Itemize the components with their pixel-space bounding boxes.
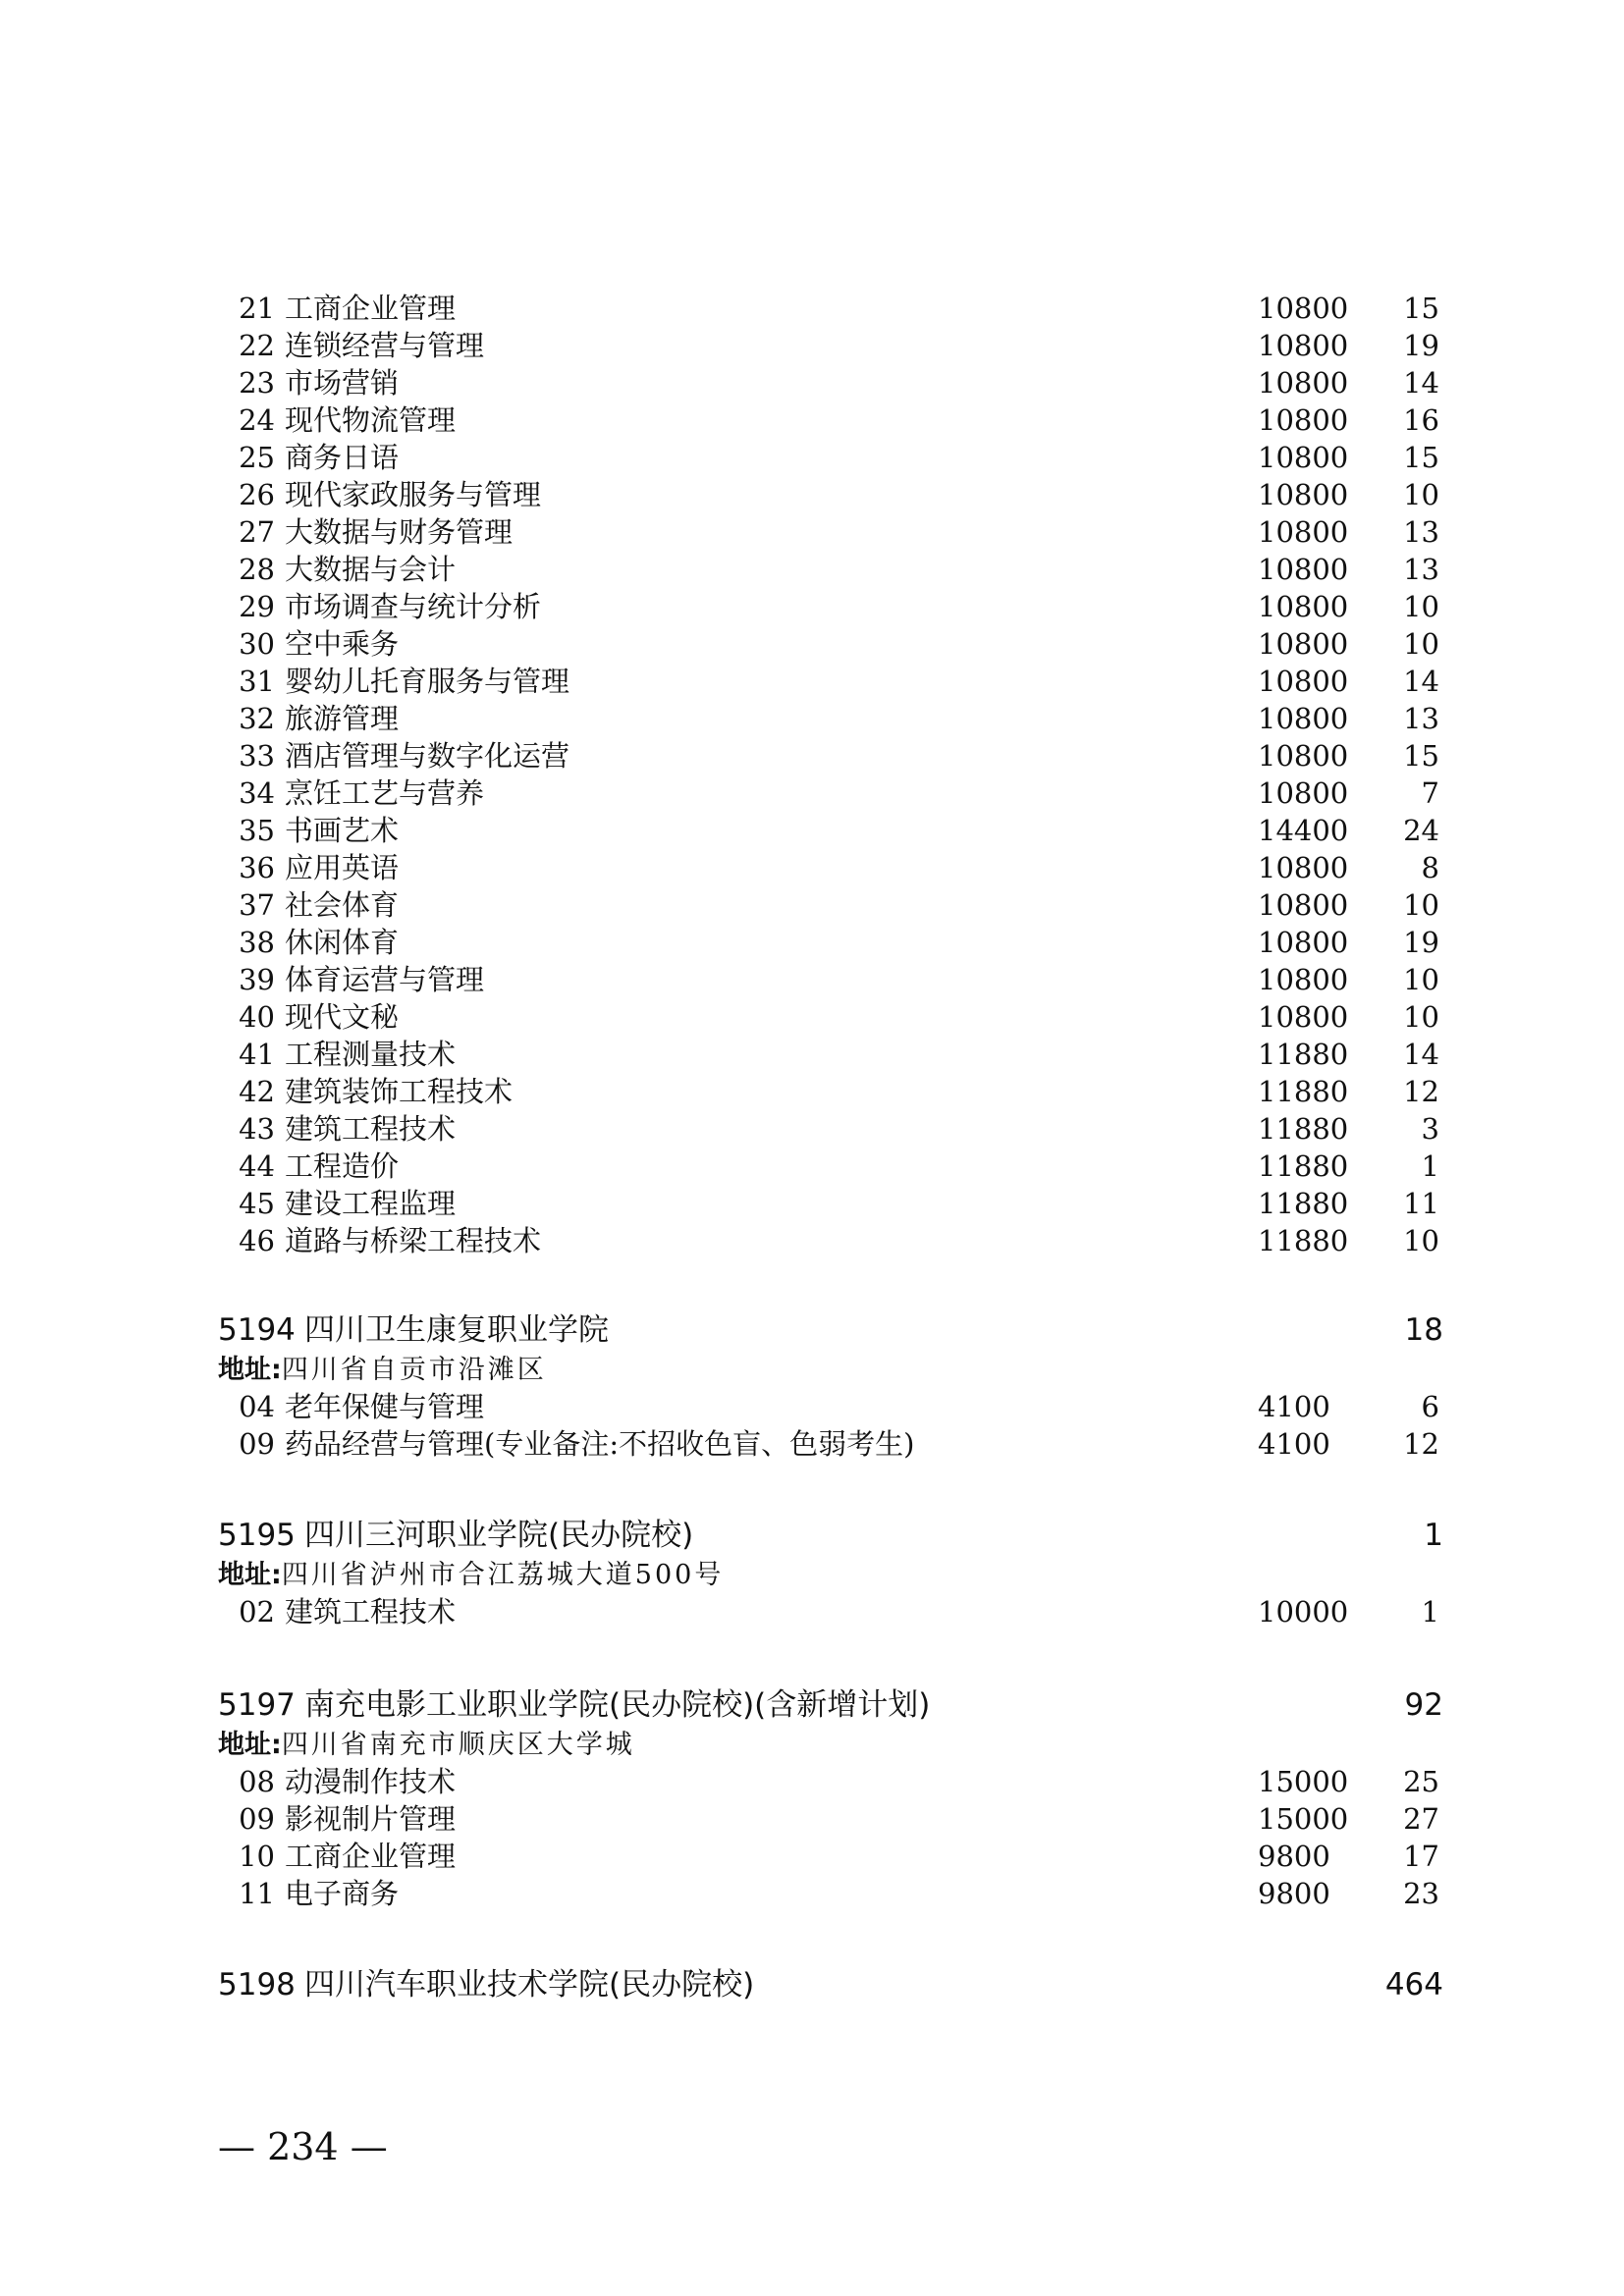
- school-total: 1: [1424, 1518, 1443, 1553]
- major-fee: 10000: [1258, 1595, 1349, 1629]
- major-fee: 11880: [1258, 1149, 1349, 1183]
- major-code: 28: [239, 553, 275, 586]
- major-count: 15: [1403, 739, 1439, 773]
- major-fee: 10800: [1258, 403, 1349, 437]
- major-row: [224, 401, 1439, 439]
- major-count: 17: [1403, 1840, 1439, 1873]
- major-row: [224, 625, 1439, 663]
- major-count: 8: [1421, 851, 1439, 884]
- major-fee: 10800: [1258, 963, 1349, 996]
- major-count: 14: [1403, 1038, 1439, 1071]
- major-row: [224, 1073, 1439, 1110]
- address-label: 地址:: [218, 1560, 282, 1590]
- major-row: [224, 1222, 1439, 1259]
- major-name: 现代家政服务与管理: [285, 478, 542, 511]
- major-row: [224, 476, 1439, 513]
- major-count: 13: [1403, 553, 1439, 586]
- major-fee: 10800: [1258, 553, 1349, 586]
- address-label: 地址:: [218, 1730, 282, 1760]
- major-fee: 10800: [1258, 590, 1349, 623]
- school-header: [218, 1308, 1443, 1352]
- school-address: [218, 1728, 635, 1763]
- major-name: 应用英语: [285, 851, 400, 884]
- major-name: 旅游管理: [285, 702, 400, 735]
- major-code: 39: [239, 963, 275, 996]
- major-name: 连锁经营与管理: [285, 329, 485, 362]
- major-count: 12: [1403, 1427, 1439, 1461]
- major-code: 22: [239, 329, 275, 362]
- major-code: 30: [239, 627, 275, 661]
- major-code: 45: [239, 1187, 275, 1220]
- major-fee: 11880: [1258, 1075, 1349, 1108]
- major-name: 市场调查与统计分析: [285, 590, 542, 623]
- major-row: [224, 1110, 1439, 1148]
- major-count: 3: [1421, 1112, 1439, 1146]
- major-name: 道路与桥梁工程技术: [285, 1224, 542, 1257]
- major-name: 工商企业管理: [285, 292, 457, 325]
- major-row: [224, 737, 1439, 774]
- major-name: 工程测量技术: [285, 1038, 457, 1071]
- major-count: 16: [1403, 403, 1439, 437]
- major-code: 02: [239, 1595, 275, 1629]
- major-code: 35: [239, 814, 275, 847]
- major-name: 药品经营与管理(专业备注:不招收色盲、色弱考生): [285, 1427, 915, 1461]
- major-count: 13: [1403, 515, 1439, 549]
- major-code: 29: [239, 590, 275, 623]
- school-total: 92: [1404, 1687, 1443, 1723]
- major-count: 19: [1403, 329, 1439, 362]
- school-header: [218, 1963, 1443, 2006]
- major-code: 10: [239, 1840, 275, 1873]
- major-count: 23: [1403, 1877, 1439, 1910]
- major-code: 38: [239, 926, 275, 959]
- major-count: 12: [1403, 1075, 1439, 1108]
- major-row: [224, 700, 1439, 737]
- major-count: 1: [1421, 1149, 1439, 1183]
- major-count: 24: [1403, 814, 1439, 847]
- major-fee: 10800: [1258, 776, 1349, 810]
- major-code: 21: [239, 292, 275, 325]
- major-fee: 10800: [1258, 665, 1349, 698]
- major-fee: 10800: [1258, 292, 1349, 325]
- major-fee: 10800: [1258, 702, 1349, 735]
- address-text: 四川省自贡市沿滩区: [281, 1355, 547, 1385]
- major-fee: 4100: [1258, 1390, 1330, 1423]
- school-code: 5198: [218, 1967, 296, 2002]
- major-name: 现代物流管理: [285, 403, 457, 437]
- major-code: 40: [239, 1000, 275, 1034]
- major-fee: 10800: [1258, 441, 1349, 474]
- major-fee: 10800: [1258, 1000, 1349, 1034]
- major-code: 46: [239, 1224, 275, 1257]
- major-count: 10: [1403, 590, 1439, 623]
- school-code: 5194: [218, 1312, 296, 1348]
- address-label: 地址:: [218, 1355, 282, 1385]
- major-count: 10: [1403, 1224, 1439, 1257]
- school-address: [218, 1353, 547, 1388]
- major-row: [224, 1875, 1439, 1912]
- school-total: 18: [1404, 1312, 1443, 1348]
- major-row: [224, 1148, 1439, 1185]
- school-name: 四川三河职业学院(民办院校): [304, 1518, 694, 1553]
- major-row: [224, 1036, 1439, 1073]
- major-count: 27: [1403, 1802, 1439, 1836]
- major-code: 44: [239, 1149, 275, 1183]
- major-fee: 15000: [1258, 1765, 1349, 1798]
- major-name: 建筑工程技术: [285, 1112, 457, 1146]
- major-code: 08: [239, 1765, 275, 1798]
- school-code: 5197: [218, 1687, 296, 1723]
- major-code: 27: [239, 515, 275, 549]
- major-name: 现代文秘: [285, 1000, 400, 1034]
- major-count: 10: [1403, 963, 1439, 996]
- school-address: [218, 1558, 724, 1593]
- major-count: 7: [1421, 776, 1439, 810]
- major-count: 14: [1403, 366, 1439, 400]
- major-row: [224, 327, 1439, 364]
- major-name: 空中乘务: [285, 627, 400, 661]
- major-row: [224, 1800, 1439, 1838]
- school-header: [218, 1683, 1443, 1727]
- major-fee: 10800: [1258, 926, 1349, 959]
- major-row: [224, 849, 1439, 886]
- major-fee: 11880: [1258, 1112, 1349, 1146]
- major-count: 14: [1403, 665, 1439, 698]
- major-name: 建筑工程技术: [285, 1595, 457, 1629]
- major-row: [224, 1185, 1439, 1222]
- major-count: 25: [1403, 1765, 1439, 1798]
- major-fee: 11880: [1258, 1038, 1349, 1071]
- major-row: [224, 290, 1439, 327]
- major-fee: 14400: [1258, 814, 1349, 847]
- major-name: 社会体育: [285, 888, 400, 922]
- major-row: [224, 1388, 1439, 1425]
- major-count: 1: [1421, 1595, 1439, 1629]
- major-row: [224, 1763, 1439, 1800]
- major-row: [224, 1838, 1439, 1875]
- major-name: 商务日语: [285, 441, 400, 474]
- major-row: [224, 886, 1439, 924]
- major-fee: 10800: [1258, 329, 1349, 362]
- major-row: [224, 924, 1439, 961]
- major-row: [224, 551, 1439, 588]
- major-count: 15: [1403, 441, 1439, 474]
- major-count: 13: [1403, 702, 1439, 735]
- major-name: 工程造价: [285, 1149, 400, 1183]
- major-row: [224, 812, 1439, 849]
- major-code: 34: [239, 776, 275, 810]
- major-count: 10: [1403, 888, 1439, 922]
- major-code: 26: [239, 478, 275, 511]
- major-row: [224, 439, 1439, 476]
- major-row: [224, 1425, 1439, 1463]
- school-code: 5195: [218, 1518, 296, 1553]
- major-name: 市场营销: [285, 366, 400, 400]
- major-code: 41: [239, 1038, 275, 1071]
- major-name: 影视制片管理: [285, 1802, 457, 1836]
- major-code: 11: [239, 1877, 275, 1910]
- major-name: 老年保健与管理: [285, 1390, 485, 1423]
- school-name: 南充电影工业职业学院(民办院校)(含新增计划): [304, 1687, 931, 1723]
- major-code: 37: [239, 888, 275, 922]
- major-count: 10: [1403, 627, 1439, 661]
- major-fee: 11880: [1258, 1224, 1349, 1257]
- major-fee: 10800: [1258, 366, 1349, 400]
- major-fee: 10800: [1258, 627, 1349, 661]
- major-row: [224, 961, 1439, 998]
- major-name: 电子商务: [285, 1877, 400, 1910]
- major-row: [224, 513, 1439, 551]
- major-code: 42: [239, 1075, 275, 1108]
- school-name: 四川汽车职业技术学院(民办院校): [304, 1967, 755, 2002]
- major-name: 建筑装饰工程技术: [285, 1075, 514, 1108]
- major-name: 建设工程监理: [285, 1187, 457, 1220]
- major-code: 43: [239, 1112, 275, 1146]
- major-count: 19: [1403, 926, 1439, 959]
- major-name: 烹饪工艺与营养: [285, 776, 485, 810]
- major-name: 酒店管理与数字化运营: [285, 739, 570, 773]
- address-text: 四川省南充市顺庆区大学城: [281, 1730, 635, 1760]
- major-row: [224, 774, 1439, 812]
- school-header: [218, 1514, 1443, 1557]
- major-name: 婴幼儿托育服务与管理: [285, 665, 570, 698]
- major-name: 休闲体育: [285, 926, 400, 959]
- major-code: 23: [239, 366, 275, 400]
- major-name: 大数据与财务管理: [285, 515, 514, 549]
- major-fee: 15000: [1258, 1802, 1349, 1836]
- major-code: 25: [239, 441, 275, 474]
- major-fee: 10800: [1258, 739, 1349, 773]
- major-fee: 9800: [1258, 1840, 1330, 1873]
- major-name: 大数据与会计: [285, 553, 457, 586]
- major-code: 33: [239, 739, 275, 773]
- major-name: 体育运营与管理: [285, 963, 485, 996]
- major-code: 31: [239, 665, 275, 698]
- major-count: 10: [1403, 478, 1439, 511]
- major-fee: 4100: [1258, 1427, 1330, 1461]
- major-name: 动漫制作技术: [285, 1765, 457, 1798]
- address-text: 四川省泸州市合江荔城大道500号: [281, 1560, 725, 1590]
- major-count: 11: [1403, 1187, 1439, 1220]
- major-name: 工商企业管理: [285, 1840, 457, 1873]
- major-row: [224, 663, 1439, 700]
- major-fee: 10800: [1258, 478, 1349, 511]
- major-name: 书画艺术: [285, 814, 400, 847]
- major-fee: 9800: [1258, 1877, 1330, 1910]
- major-code: 36: [239, 851, 275, 884]
- major-fee: 10800: [1258, 515, 1349, 549]
- major-code: 09: [239, 1427, 275, 1461]
- major-fee: 11880: [1258, 1187, 1349, 1220]
- major-row: [224, 364, 1439, 401]
- major-count: 15: [1403, 292, 1439, 325]
- major-code: 24: [239, 403, 275, 437]
- major-code: 04: [239, 1390, 275, 1423]
- major-fee: 10800: [1258, 888, 1349, 922]
- major-row: [224, 998, 1439, 1036]
- school-name: 四川卫生康复职业学院: [304, 1312, 609, 1348]
- major-fee: 10800: [1258, 851, 1349, 884]
- page-number: — 234 —: [218, 2125, 388, 2168]
- major-count: 6: [1421, 1390, 1439, 1423]
- major-row: [224, 1593, 1439, 1630]
- major-code: 32: [239, 702, 275, 735]
- major-code: 09: [239, 1802, 275, 1836]
- major-row: [224, 588, 1439, 625]
- school-total: 464: [1384, 1967, 1443, 2002]
- major-count: 10: [1403, 1000, 1439, 1034]
